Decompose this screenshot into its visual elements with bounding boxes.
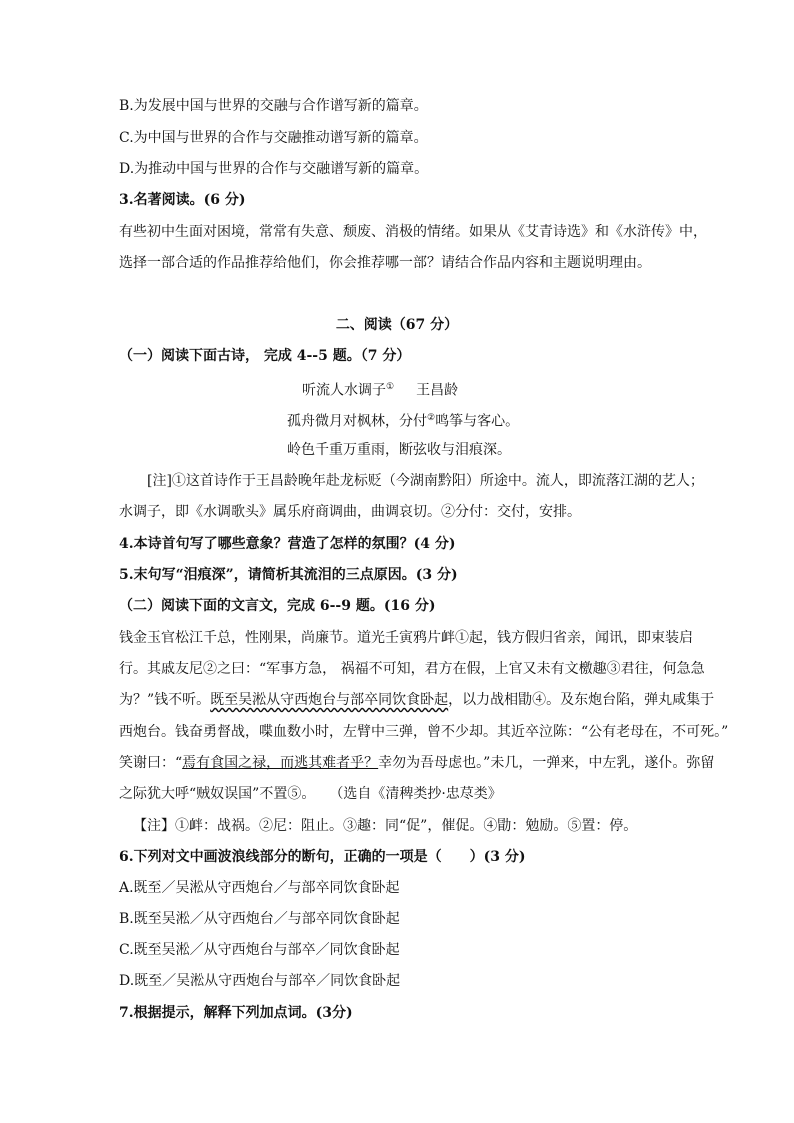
passage-line2: 行。其戚友尼②之曰：“军事方急， 祸福不可知，君方在假，上官又未有文檄趣③君往，何急急 xyxy=(119,661,705,677)
passage-line4: 西炮台。钱奋勇督战，喋血数小时，左臂中三弹，曾不少却。其近卒泣陈：“公有老母在，不可死。” xyxy=(119,724,729,740)
question-3-text-line1: 有些初中生面对困境，常常有失意、颓废、消极的情绪。如果从《艾青诗选》和《水浒传》中， xyxy=(119,224,707,240)
poem-line-1-mark: ② xyxy=(427,413,436,423)
passage-line3: 为？”钱不听。既至吴淞从守西炮台与部卒同饮食卧起，以力战相勖④。及东炮台陷，弹丸咸集于 xyxy=(119,692,715,708)
question-6-option-c: C.既至吴淞／从守西炮台与部卒／同饮食卧起 xyxy=(119,942,400,958)
underlined-sentence: 焉有食国之禄，而逃其难者乎？ xyxy=(182,755,379,771)
passage-line1: 钱金玉官松江千总，性刚果，尚廉节。道光壬寅鸦片衅①起，钱方假归省亲，闻讯，即束装启 xyxy=(119,630,693,646)
question-7: 7.根据提示，解释下列加点词。(3分) xyxy=(119,1005,353,1021)
question-6-option-d: D.既至／吴淞从守西炮台与部卒／同饮食卧起 xyxy=(119,973,401,989)
part-2-heading: （二）阅读下面的文言文，完成 6--9 题。(16 分) xyxy=(119,598,436,614)
poem-title-line xyxy=(302,377,458,401)
passage-line5: 笑谢曰：“焉有食国之禄，而逃其难者乎？幸勿为吾母虑也。”未几，一弹来，中左乳，遂仆。弥留 xyxy=(119,755,715,771)
poem-note-mark: ① xyxy=(386,382,395,392)
poem-line-2: 岭色千重万重雨，断弦收与泪痕深。 xyxy=(287,442,511,458)
question-3-title: 3.名著阅读。(6 分) xyxy=(119,192,246,208)
passage-note: 【注】①衅：战祸。②尼：阻止。③趣：同“促”，催促。④勖：勉励。⑤置：停。 xyxy=(133,818,638,834)
question-4: 4.本诗首句写了哪些意象？营造了怎样的氛围？(4 分) xyxy=(119,536,456,552)
section-2-title: 二、阅读（67 分） xyxy=(335,317,459,333)
part-1-heading: （一）阅读下面古诗， 完成 4--5 题。（7 分） xyxy=(119,348,411,364)
wavy-underlined-text: 既至吴淞从守西炮台与部卒同饮食卧起 xyxy=(210,692,449,708)
option-c: C.为中国与世界的合作与交融推动谱写新的篇章。 xyxy=(119,130,428,146)
option-b: B.为发展中国与世界的交融与合作谱写新的篇章。 xyxy=(119,98,428,114)
poem-note-line2: 水调子，即《水调歌头》属乐府商调曲，曲调哀切。②分付：交付，安排。 xyxy=(119,504,581,520)
question-3-text-line2: 选择一部合适的作品推荐给他们，你会推荐哪一部？请结合作品内容和主题说明理由。 xyxy=(119,255,651,271)
passage-line6: 之际犹大呼“贼奴误国”不置⑤。 （选自《清稗类抄·忠荩类》 xyxy=(119,786,502,802)
question-6-option-a: A.既至／吴淞从守西炮台／与部卒同饮食卧起 xyxy=(119,880,400,896)
question-6-option-b: B.既至吴淞／从守西炮台／与部卒同饮食卧起 xyxy=(119,911,400,927)
question-5: 5.末句写“泪痕深”，请简析其流泪的三点原因。(3 分) xyxy=(119,567,458,583)
poem-line-1: 孤舟微月对枫林，分付②鸣筝与客心。 xyxy=(287,413,520,430)
poem-author: 王昌龄 xyxy=(416,382,459,399)
poem-note-line1: [注]①这首诗作于王昌龄晚年赴龙标贬（今湖南黔阳）所途中。流人，即流落江湖的艺人； xyxy=(147,473,704,489)
option-d: D.为推动中国与世界的合作与交融谱写新的篇章。 xyxy=(119,161,429,177)
question-6: 6.下列对文中画波浪线部分的断句，正确的一项是（ ）(3 分) xyxy=(119,849,526,865)
poem-title: 听流人水调子 xyxy=(302,382,386,399)
